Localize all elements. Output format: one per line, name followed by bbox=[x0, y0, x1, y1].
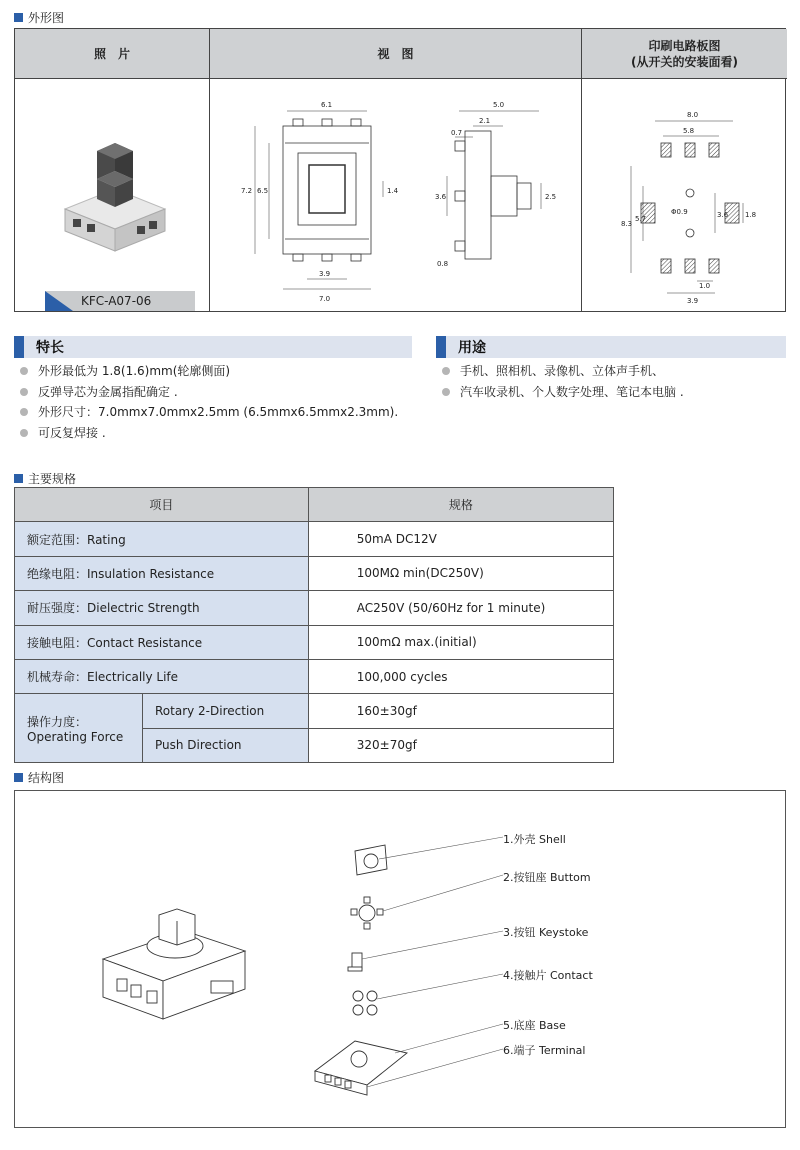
section-marker-icon bbox=[14, 773, 23, 782]
section-title-text: 主要规格 bbox=[28, 472, 77, 486]
section-title-text: 结构图 bbox=[28, 771, 65, 785]
dim-label: 6.5 bbox=[257, 187, 269, 195]
dim-label: 6.1 bbox=[321, 101, 333, 109]
spec-header-spec: 规格 bbox=[308, 488, 613, 522]
part-label-keystoke: 3.按钮 Keystoke bbox=[503, 926, 589, 939]
col-view-label: 视 图 bbox=[377, 46, 414, 61]
dim-label: 2.5 bbox=[545, 193, 557, 201]
dim-label: 1.4 bbox=[387, 187, 399, 195]
force-label: 操作力度： Operating Force bbox=[15, 694, 143, 763]
uses-title: 用途 bbox=[458, 340, 486, 356]
table-row: 接触电阻：Contact Resistance 100mΩ max.(initial) bbox=[15, 625, 614, 659]
uses-header bbox=[436, 336, 786, 358]
model-number: KFC-A07-06 bbox=[81, 294, 152, 308]
dim-label: 5.0 bbox=[493, 101, 505, 109]
col-pcb-header bbox=[582, 29, 787, 79]
features-title: 特长 bbox=[36, 340, 64, 356]
uses-marker-icon bbox=[436, 336, 446, 358]
part-label-shell: 1.外壳 Shell bbox=[503, 833, 566, 846]
bullet-icon bbox=[20, 367, 28, 375]
list-item: 手机、照相机、录像机、立体声手机、 bbox=[442, 361, 684, 382]
spec-header-item: 项目 bbox=[15, 488, 309, 522]
section-title-text: 外形图 bbox=[28, 11, 65, 25]
part-label-terminal: 6.端子 Terminal bbox=[503, 1044, 586, 1057]
table-row: 操作力度： Operating Force Rotary 2-Direction 160±30gf bbox=[15, 694, 614, 728]
list-item: 反弹导芯为金属指配确定 . bbox=[20, 382, 398, 403]
bullet-icon bbox=[20, 388, 28, 396]
dim-label: 1.0 bbox=[699, 282, 711, 290]
section-title-outline bbox=[14, 9, 64, 26]
dim-label: 5.8 bbox=[683, 127, 695, 135]
model-label bbox=[45, 291, 195, 311]
dim-label: 7.0 bbox=[319, 295, 331, 303]
dim-label: 3.9 bbox=[687, 297, 699, 305]
divider bbox=[581, 29, 582, 311]
features-list bbox=[20, 361, 398, 443]
model-marker-icon bbox=[45, 291, 73, 311]
table-row: 耐压强度：Dielectric Strength AC250V (50/60Hz for 1 minute) bbox=[15, 591, 614, 625]
dim-label: 3.9 bbox=[319, 270, 331, 278]
table-row: Push Direction 320±70gf bbox=[15, 728, 614, 762]
bullet-icon bbox=[20, 408, 28, 416]
dim-label: 3.6 bbox=[435, 193, 447, 201]
bullet-icon bbox=[442, 367, 450, 375]
section-marker-icon bbox=[14, 13, 23, 22]
table-row: 额定范围：Rating 50mA DC12V bbox=[15, 522, 614, 556]
col-pcb-label-1: 印刷电路板图 bbox=[648, 38, 721, 53]
table-row: 绝缘电阻：Insulation Resistance 100MΩ min(DC250V) bbox=[15, 556, 614, 590]
dim-label: Φ0.9 bbox=[671, 208, 688, 216]
structure-diagram bbox=[14, 790, 786, 1128]
dim-label: 7.2 bbox=[241, 187, 253, 195]
section-title-structure bbox=[14, 769, 64, 786]
dim-label: 1.8 bbox=[745, 211, 757, 219]
front-body bbox=[283, 126, 371, 254]
view-drawing bbox=[211, 81, 579, 311]
dim-label: 8.3 bbox=[621, 220, 633, 228]
dim-label: 0.8 bbox=[437, 260, 449, 268]
part-label-button-seat: 2.按钮座 Buttom bbox=[503, 871, 591, 884]
features-marker-icon bbox=[14, 336, 24, 358]
list-item: 汽车收录机、个人数字处理、笔记本电脑 . bbox=[442, 382, 684, 403]
section-title-specs bbox=[14, 470, 76, 487]
col-photo-label: 照 片 bbox=[93, 46, 130, 61]
bullet-icon bbox=[442, 388, 450, 396]
switch-photo bbox=[45, 129, 185, 259]
bullet-icon bbox=[20, 429, 28, 437]
part-label-contact: 4.接触片 Contact bbox=[503, 969, 593, 982]
dim-label: 2.1 bbox=[479, 117, 491, 125]
col-view-header bbox=[210, 29, 581, 79]
part-label-base: 5.底座 Base bbox=[503, 1019, 566, 1032]
pcb-drawing bbox=[583, 81, 785, 311]
list-item: 外形尺寸：7.0mmx7.0mmx2.5mm (6.5mmx6.5mmx2.3mm). bbox=[20, 402, 398, 423]
col-photo-header bbox=[15, 29, 209, 79]
divider bbox=[209, 29, 210, 311]
dim-label: 3.6 bbox=[717, 211, 729, 219]
section-marker-icon bbox=[14, 474, 23, 483]
list-item: 可反复焊接 . bbox=[20, 423, 398, 444]
exploded-view bbox=[15, 791, 785, 1127]
features-header bbox=[14, 336, 412, 358]
spec-table bbox=[14, 487, 614, 763]
dim-label: 5.7 bbox=[635, 215, 647, 223]
outline-table bbox=[14, 28, 786, 312]
dim-label: 8.0 bbox=[687, 111, 699, 119]
table-row: 机械寿命：Electrically Life 100,000 cycles bbox=[15, 659, 614, 693]
dim-label: 0.7 bbox=[451, 129, 463, 137]
list-item: 外形最低为 1.8(1.6)mm(轮廓侧面) bbox=[20, 361, 398, 382]
col-pcb-label-2: (从开关的安装面看) bbox=[631, 54, 738, 69]
uses-list bbox=[442, 361, 684, 402]
